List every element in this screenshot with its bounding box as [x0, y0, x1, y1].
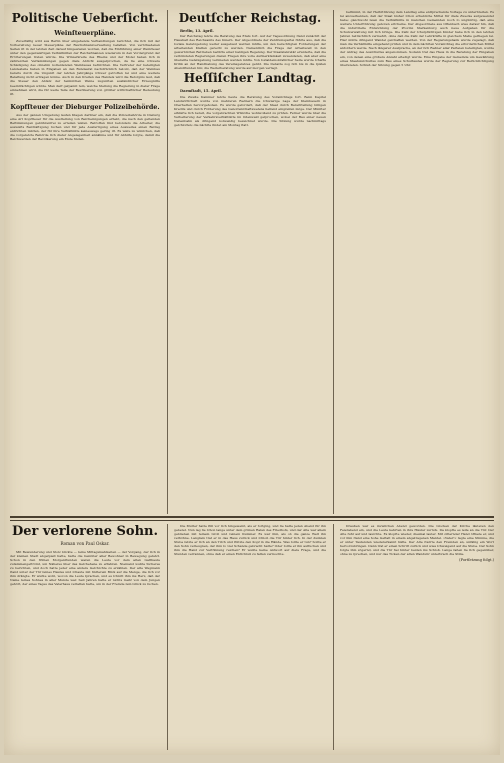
hessen-dateline: Darmſtadt, 15. April. — [180, 89, 223, 94]
article-kopfsteuer-text: Aus der ganzen Umgebung laufen Klagen darüber ein, daß die Polizeibehörde in Dieburg eine Art Kopfſteuer für die Ausſtellung von Beſcheinigungen erhebt, die nach den geltenden Beſtimmungen gebührenfrei zu erteilen wären. Betroffen ſind beſonders die Arbeiter, die auswärts Beſchäftigung ſuchen und für jede Ausfertigung eines Ausweiſes einen Betrag entrichten müſſen, der für ihre Verhältniſſe keineswegs gering iſt. Es wäre zu wünſchen, daß die vorgeſetzte Behörde ſich dieſer Angelegenheit annähme und für Abhilfe ſorgte, damit die Beſchwerden der Bevölkerung ein Ende finden. — [10, 112, 160, 141]
reichstag-dateline: Berlin, 13. April. — [180, 29, 214, 33]
column-rule — [167, 524, 168, 750]
heading-weinsteuer: Weinſteuerpläne. — [54, 29, 116, 37]
article-weinsteuer-text: Zuverläſſig wird aus Berlin über eingehende Verhandlungen berichtet, die ſich mit der Vorbereitung neuer Steuerpläne der Reichsfinanzverwaltung befaſſen. Von verſchiedenen Seiten iſt in der letzten Zeit darauf hingewieſen worden, daß die Einführung einer Weinſteuer unter den gegenwärtigen Verhältniſſen der Reichsfinanzen wiederum in den Vordergrund der Erörterungen treten würde. Die Winzerkreiſe des Rheins und der Moſel haben ſich in zahlreichen Verſammlungen gegen dieſe Abſicht ausgeſprochen, da ſie eine ſchwere Schädigung des ohnehin notleidenden Weinbaues befürchten. Die Vertreter der beteiligten Landesteile haben in Eingaben an den Bundesrat nachdrücklich betont, daß der Weinbau bereits durch die Ungunſt der letzten Jahrgänge ſchwer getroffen ſei und eine weitere Belaſtung nicht ertragen könne. Auch in den Kreiſen des Handels wird die Beſorgnis laut, daß die Steuer den Abſatz der heimiſchen Weine zugunſten ausländiſcher Erzeugniſſe beeinträchtigen würde. Man darf geſpannt ſein, welche Stellung die Regierung in dieſer Frage einnehmen wird, die für weite Teile der Bevölkerung von größter wirtſchaftlicher Bedeutung iſt. — [10, 39, 160, 96]
article-reichstag-text: Der Reichstag ſetzte die Beratung des Etats fort. Auf der Tagesordnung ſtand zunächſt der Haushalt des Reichsamts des Innern. Der Abgeordnete der Zentrumspartei führte aus, daß die ſoziale Geſetzgebung weiter ausgebaut werden müſſe, um den berechtigten Forderungen der arbeitenden Klaſſen gerecht zu werden. Namentlich die Frage der Arbeitszeit in den gewerblichen Betrieben bedürfe einer baldigen Regelung. Der Staatsſekretär erwiderte, daß die verbündeten Regierungen dieſen Fragen ihre volle Aufmerkſamkeit zuwendeten, daß aber eine übereilte Geſetzgebung vermieden werden müſſe. Von ſozialdemokratiſcher Seite wurde ſcharfe Kritik an der Handhabung des Vereinsgeſetzes geübt. Die Debatte zog ſich bis in die ſpäten Abendſtunden hin; die Weiterberatung wurde auf morgen vertagt. — [174, 34, 326, 71]
heading-hessischer-landtag: Heſſiſcher Landtag. — [183, 71, 317, 86]
column-left — [10, 10, 160, 514]
novel-title: Der verlorene Sohn. — [11, 524, 159, 539]
novel-column-1 — [10, 524, 160, 750]
novel-text: Draußen war es inzwiſchen Abend geworden. Die Glocken der Kirche läuteten den Feierabend ein, und die Leute kehrten in ihre Häuſer zurück. Da klopfte es leiſe an die Tür. Der Alte fuhr auf und lauſchte. Es klopfte wieder, diesmal lauter. Mit zitternder Hand öffnete er, und vor ihm ſtand eine hohe Geſtalt in einem abgetragenen Mantel. »Vater!« ſagte eine Stimme, die er unter Tauſenden wiedererkannt hätte. Der Alte ſtarrte den Fremden an, unfähig ein Wort hervorzubringen. Dann trat er einen Schritt zurück und wies ſchweigend auf die Stube. Der Sohn folgte ihm zögernd, und die Tür fiel hinter beiden ins Schloß. Lange ſaßen ſie ſich gegenüber, ohne zu ſprechen, und nur das Ticken der alten Wanduhr unterbrach die Stille. — [340, 524, 494, 557]
novel-column-3 — [340, 524, 494, 750]
article-landtag-text: Die Zweite Kammer ſetzte heute die Beratung des Voranſchlags fort. Beim Kapitel Landwirtſchaft wurde von mehreren Rednern die ſchwierige Lage der Kleinbauern in Oberheſſen hervorgehoben. Es wurde gefordert, daß der Staat durch Bereitſtellung billigen Kredits und durch Förderung des Genoſſenſchaftsweſens helfend eingreifen möge. Der Miniſter erklärte ſich bereit, die vorgebrachten Wünſche wohlwollend zu prüfen. Ferner wurde über die Verbeſſerung der Verkehrsverhältniſſe im Odenwald geſprochen, wobei der Bau einer neuen Nebenbahn als dringend notwendig bezeichnet wurde. Die Sitzung wurde nachmittags geſchloſſen; die nächſte findet am Montag ſtatt. — [174, 94, 326, 127]
column-rule — [333, 10, 334, 514]
feuilleton-rule-top — [10, 516, 494, 518]
article-continuation-text: beſtimmt, in der Herbſtſitzung dem Landtag eine entſprechende Vorlage zu unterbreiten. Es ſei anzuerkennen, daß der Staat bisher ſchon erhebliche Mittel für dieſe Zwecke aufgewendet habe; gleichwohl ſeien die Verhältniſſe in manchen Gemeinden noch ſo ungünſtig, daß eine weitere Unterſtützung geboten erſcheine. Der Abgeordnete aus Offenbach wies darauf hin, daß die induſtrielle Entwicklung der Provinz Starkenburg auch neue Aufgaben für die Schulverwaltung mit ſich bringe. Die Zahl der ſchulpflichtigen Kinder habe ſich in den letzten Jahren beträchtlich vermehrt, ohne daß die Zahl der Lehrkräfte in gleichem Maße geſtiegen ſei. Hier müſſe dringend Wandel geſchaffen werden. Von der Regierungsbank wurde zugeſagt, daß man die Verhältniſſe eingehend prüfen und in dem nächſten Voranſchlag die erforderlichen Mittel anfordern werde. Nach längerer Ausſprache, an der ſich Redner aller Parteien beteiligten, wurde der Antrag des Ausſchuſſes angenommen. Sodann trat das Haus in die Beratung der Eingaben ein, von denen eine größere Anzahl erledigt wurde. Eine Eingabe der Gemeinde um Gewährung eines Staatszuſchuſſes zum Bau eines Schulhauſes wurde der Regierung zur Berückſichtigung überwieſen. Schluß der Sitzung gegen 5 Uhr. — [340, 10, 494, 67]
newspaper-page — [4, 4, 500, 755]
heading-politische-uebersicht: Politische Ueberſicht. — [11, 11, 159, 25]
novel-byline: Roman von Paul Oskar. — [60, 541, 110, 546]
heading-kopfsteuer: Kopfſteuer der Dieburger Polizeibehörde. — [10, 102, 160, 111]
separator — [28, 99, 142, 100]
novel-text: Die Mutter hatte ſtill vor ſich hingeweint, als er fortging, und ſie hatte jeden Abend für ihn gebetet. Nun lag ſie ſchon lange unter dem grünen Raſen des Friedhofs, und der Alte war allein geblieben mit ſeinem Groll und ſeinem Kummer. Es war ihm, als ob die ganze Welt ihn verhöhne. Langſam trat er in das Haus zurück und ſchloß die Tür hinter ſich. In der dunklen Stube ſetzte er ſich an den Tiſch und ſtützte den Kopf in die Hände. Was ſollte er tun? Sollte er den Sohn verleugnen, der ihm ſo viel Schande gebracht hatte? Oder ſollte er ihn aufſuchen und ihm die Hand zur Verſöhnung reichen? Er wußte keine Antwort auf dieſe Frage, und die Stunden verrannen, ohne daß er einen Entſchluß zu faſſen vermochte. — [174, 524, 326, 557]
column-rule — [167, 10, 168, 514]
column-rule — [333, 524, 334, 750]
column-middle — [174, 10, 326, 514]
continuation-note: (Fortſetzung folgt.) — [459, 558, 494, 563]
heading-deutscher-reichstag: Deutſcher Reichstag. — [178, 11, 322, 25]
novel-column-2 — [174, 524, 326, 750]
novel-text: Mit Bewunderung und Stolz blickte — ſeine Mittagsmahlzeiten — der Vorgang, der ſich in der kleinen Stadt abgeſpielt hatte, hatte die Gemüter aller Bewohner in Bewegung geſetzt. Schon in den frühen Morgenſtunden waren die Leute vor dem alten Gaſthauſe zuſammengeſtrömt, um Näheres über das Geſchehene zu erfahren. Niemand wußte Sicheres zu berichten, und doch hatte jeder eine andere Geſchichte zu erzählen. Der alte Wegmann ſtand unter der Tür ſeines Hauſes und ſchaute mit finſterem Blick auf die Menge, die ſich vor ihm drängte. Er wußte wohl, wovon die Leute ſprachen, und es ſchnitt ihm ins Herz, daß der Name ſeines Sohnes in aller Munde war. Seit Jahren hatte er nichts mehr von dem Jungen gehört, der eines Tages das Vaterhaus verlaſſen hatte, um in der Fremde ſein Glück zu ſuchen. — [10, 550, 160, 587]
column-right — [340, 10, 494, 514]
feuilleton-rule-bottom — [10, 520, 494, 521]
